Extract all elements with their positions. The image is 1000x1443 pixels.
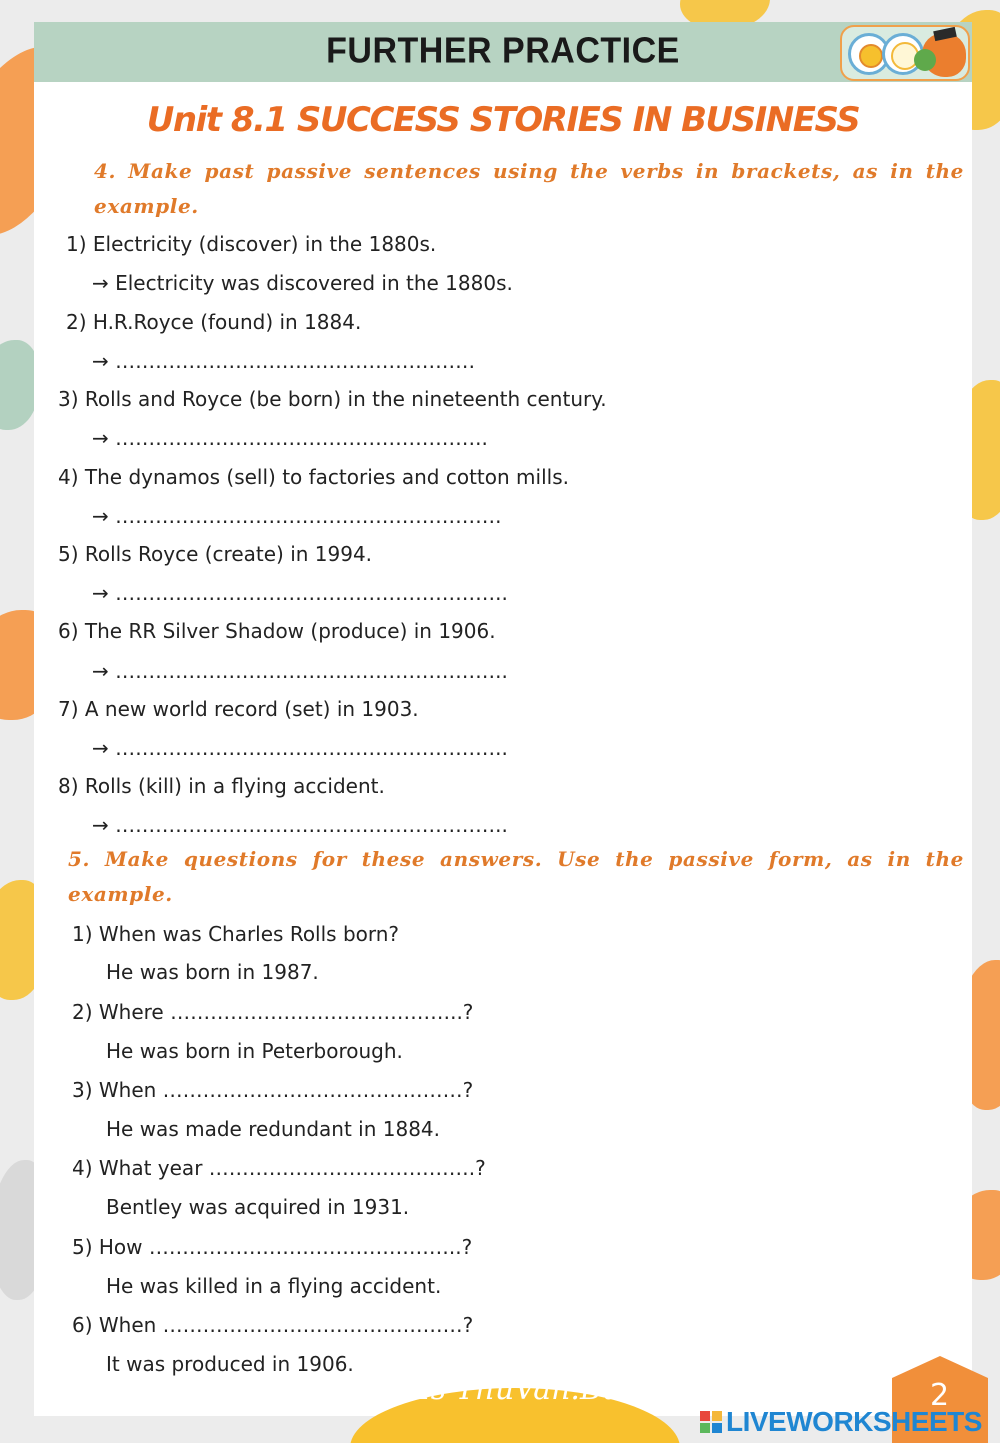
ex4-prompt: 5) Rolls Royce (create) in 1994. [58, 542, 373, 566]
ex5-answer: Bentley was acquired in 1931. [106, 1195, 410, 1219]
ex4-prompt: 8) Rolls (kill) in a flying accident. [58, 774, 385, 798]
ex4-answer-blank[interactable]: → ……………………………………………… [92, 349, 476, 373]
ex5-question: 1) When was Charles Rolls born? [72, 922, 400, 946]
exercise4-instruction: 4. Make past passive sentences using the verbs in brackets, as in the example. [94, 159, 964, 218]
ex4-answer-blank[interactable]: → …………………………………………………. [92, 504, 502, 528]
ex4-prompt: 4) The dynamos (sell) to factories and cotton mills. [58, 465, 569, 489]
school-logos [840, 25, 970, 81]
liveworksheets-brand[interactable] [700, 1406, 982, 1438]
ex4-answer-blank[interactable]: → ………………………………………………….. [92, 659, 508, 683]
ex5-question-blank[interactable]: 4) What year ………………………………….? [72, 1156, 486, 1180]
ex5-answer: He was born in Peterborough. [106, 1039, 403, 1063]
ex4-prompt: 3) Rolls and Royce (be born) in the nineteenth century. [58, 387, 607, 411]
ex5-answer: He was killed in a flying accident. [106, 1274, 442, 1298]
ex5-answer: It was produced in 1906. [106, 1352, 354, 1376]
unit-title: Unit 8.1 SUCCESS STORIES IN BUSINESS [146, 100, 860, 140]
page-number: 2 [930, 1378, 950, 1413]
brand-name: LIVEWORKSHEETS [726, 1406, 982, 1437]
ex5-question-blank[interactable]: 3) When ………………………………………? [72, 1078, 474, 1102]
ex4-prompt: 2) H.R.Royce (found) in 1884. [66, 310, 362, 334]
ex4-prompt: 1) Electricity (discover) in the 1880s. [66, 232, 437, 256]
page-title: FURTHER PRACTICE [326, 31, 680, 71]
mascot-icon [922, 33, 966, 77]
liveworksheets-logo-icon [700, 1411, 722, 1433]
author-signature: Ms ThuVan.Bui [400, 1372, 631, 1407]
ex4-answer-blank[interactable]: → ………………………………………………….. [92, 736, 508, 760]
ex4-prompt: 6) The RR Silver Shadow (produce) in 1906. [58, 619, 496, 643]
ex4-answer-blank[interactable]: → ……………………………………………….. [92, 426, 488, 450]
header-bar [34, 22, 972, 82]
ex5-question-blank[interactable]: 6) When ………………………………………? [72, 1313, 474, 1337]
ex5-question-blank[interactable]: 2) Where ……………………………………..? [72, 1000, 474, 1024]
exercise5-instruction: 5. Make questions for these answers. Use the passive form, as in the example. [68, 847, 964, 906]
ex4-answer-blank[interactable]: → ………………………………………………….. [92, 813, 508, 837]
ex4-answer-blank[interactable]: → ………………………………………………….. [92, 581, 508, 605]
ex5-question-blank[interactable]: 5) How ………………………………………..? [72, 1235, 473, 1259]
ex4-answer: → Electricity was discovered in the 1880s. [92, 271, 513, 295]
ex5-answer: He was made redundant in 1884. [106, 1117, 440, 1141]
worksheet-page [34, 22, 972, 1416]
ex5-answer: He was born in 1987. [106, 960, 319, 984]
ex4-prompt: 7) A new world record (set) in 1903. [58, 697, 419, 721]
